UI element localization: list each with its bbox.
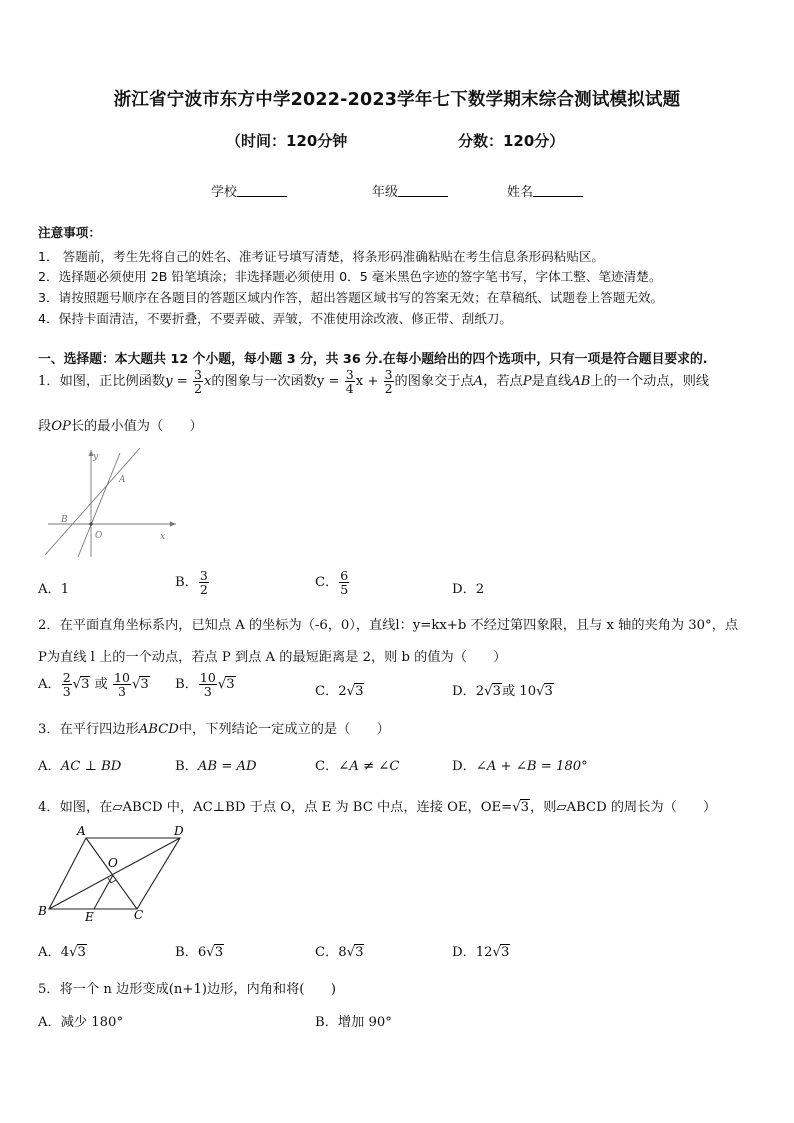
section-heading: 一、选择题：本大题共 12 个小题，每小题 3 分，共 36 分.在每小题给出的四个选项中，只有一项是符合题目要求的.: [38, 352, 708, 367]
name-blank: [533, 184, 583, 197]
q2-option-c[interactable]: C．2√3: [315, 684, 364, 699]
exam-score: 分数：120分）: [458, 132, 565, 150]
vertex-label-a: A: [77, 824, 86, 838]
q3-option-c[interactable]: C．∠A ≠ ∠C: [315, 759, 400, 774]
school-blank: [237, 184, 287, 197]
q2-option-b[interactable]: B． $\frac{10}{3}$ √3: [175, 670, 235, 700]
graph-label-a: A: [119, 475, 126, 485]
fraction: $\frac{3}{4}$: [345, 367, 354, 397]
diagonal-bd: [49, 838, 180, 909]
q2-option-d[interactable]: D．2√3或 10√3: [452, 684, 553, 699]
x-axis-arrow: [170, 522, 176, 527]
segment-oe: [94, 875, 113, 909]
line-proportional: [78, 453, 120, 557]
q1-option-d[interactable]: D．2: [452, 582, 485, 597]
line-linear: [45, 448, 140, 555]
vertex-label-e: E: [85, 910, 94, 924]
name-field: 姓名: [507, 181, 583, 200]
vertex-label-b: B: [38, 904, 47, 918]
q4-option-b[interactable]: B．6√3: [175, 945, 224, 960]
grade-blank: [398, 184, 448, 197]
graph-label-o: O: [95, 531, 103, 541]
graph-label-y: y: [93, 452, 99, 462]
q4-option-c[interactable]: C．8√3: [315, 945, 364, 960]
q1-graph: [40, 445, 180, 560]
page-title: 浙江省宁波市东方中学2022-2023学年七下数学期末综合测试模拟试题: [113, 90, 681, 110]
fraction: $\frac{3}{2}$: [193, 367, 202, 397]
vertex-label-o: O: [108, 856, 118, 870]
graph-label-x: x: [160, 532, 166, 542]
notes-heading: 注意事项：: [38, 225, 101, 240]
q4-option-d[interactable]: D．12√3: [452, 945, 510, 960]
grade-field: 年级: [372, 181, 448, 200]
note-item: 3．请按照题号顺序在各题目的答题区域内作答，超出答题区域书写的答案无效；在草稿纸、试题卷上答题无效。: [38, 290, 664, 305]
q1-option-a[interactable]: A．1: [38, 582, 70, 597]
vertex-label-d: D: [174, 824, 184, 838]
fraction: $\frac{3}{2}$: [384, 367, 393, 397]
q3-stem: 3．在平行四边形ABCD中，下列结论一定成立的是（ ）: [38, 722, 390, 737]
q4-option-a[interactable]: A．4√3: [38, 945, 86, 960]
vertex-label-c: C: [134, 908, 144, 922]
origin-point: [89, 522, 92, 525]
q3-option-a[interactable]: A．AC ⊥ BD: [38, 759, 122, 774]
q1-stem-line1: 1．如图，正比例函数y = $\frac{3}{2}$ x的图象与一次函数y = $\frac{3}{4}$ x + $\frac{3}{2}$ 的图象交于点A，若点P是直线AB上的一个动点，则线: [38, 367, 710, 397]
q2-stem-line1: 2．在平面直角坐标系内，已知点 A 的坐标为（-6，0），直线l：y=kx+b 不经过第四象限，且与 x 轴的夹角为 30°，点: [38, 618, 739, 633]
diagonal-ac: [86, 838, 137, 909]
q1-option-c[interactable]: C． $\frac{6}{5}$: [315, 568, 349, 598]
q4-stem: 4．如图，在▱ABCD 中，AC⊥BD 于点 O，点 E 为 BC 中点，连接 OE，OE=√3，则▱ABCD 的周长为（ ）: [38, 800, 717, 815]
q1-stem-line2: 段OP长的最小值为（ ）: [38, 419, 203, 434]
q5-stem: 5．将一个 n 边形变成(n+1)边形，内角和将( ): [38, 982, 336, 997]
q4-parallelogram-figure: [36, 822, 196, 927]
q3-option-d[interactable]: D．∠A + ∠B = 180°: [452, 759, 588, 774]
note-item: 1． 答题前，考生先将自己的姓名、准考证号填写清楚，将条形码准确粘贴在考生信息条形码粘贴区。: [38, 249, 605, 264]
q1-option-b[interactable]: B． $\frac{3}{2}$: [175, 568, 208, 598]
note-item: 4．保持卡面清洁，不要折叠，不要弄破、弄皱，不准使用涂改液、修正带、刮纸刀。: [38, 311, 512, 326]
q5-option-b[interactable]: B．增加 90°: [315, 1015, 392, 1030]
exam-time: （时间：120分钟: [226, 132, 348, 150]
note-item: 2．选择题必须使用 2B 铅笔填涂；非选择题必须使用 0．5 毫米黑色字迹的签字笔书写，字体工整、笔迹清楚。: [38, 269, 662, 284]
graph-label-b: B: [61, 515, 68, 525]
q2-option-a[interactable]: A． $\frac{2}{3}$ √3 或 $\frac{10}{3}$ √3: [38, 670, 149, 700]
school-field: 学校: [211, 181, 287, 200]
q3-option-b[interactable]: B．AB = AD: [175, 759, 257, 774]
q5-option-a[interactable]: A．减少 180°: [38, 1015, 124, 1030]
q2-stem-line2: P为直线 l 上的一个动点，若点 P 到点 A 的最短距离是 2，则 b 的值为（ ）: [38, 650, 507, 665]
